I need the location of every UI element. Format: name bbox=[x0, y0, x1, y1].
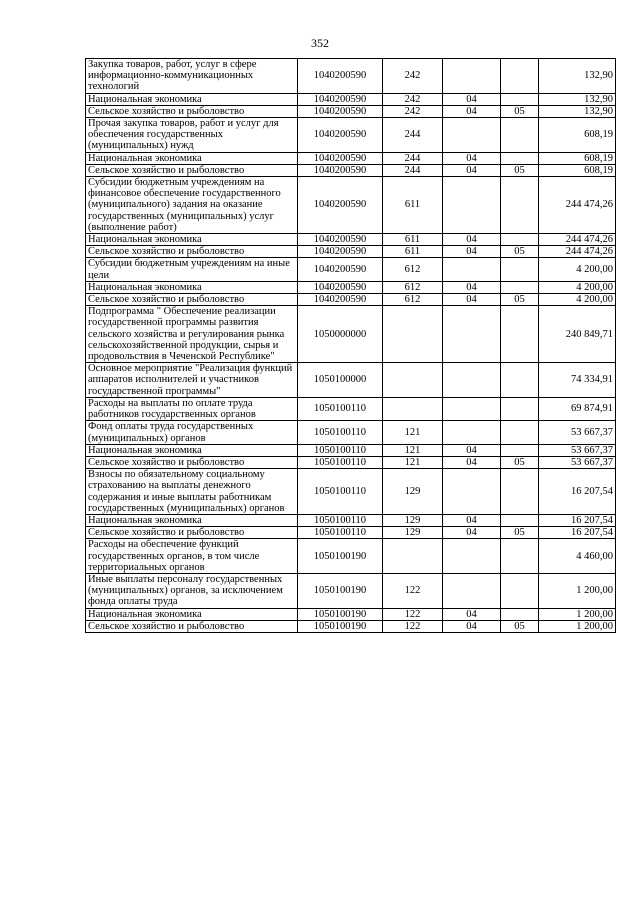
table-row bbox=[86, 539, 616, 574]
row-section bbox=[443, 397, 501, 420]
row-section: 04 bbox=[443, 620, 501, 632]
row-section: 04 bbox=[443, 608, 501, 620]
row-target-code: 1040200590 bbox=[298, 93, 383, 105]
table-row bbox=[86, 306, 616, 363]
table-row bbox=[86, 397, 616, 420]
row-section: 04 bbox=[443, 152, 501, 164]
row-target-code: 1040200590 bbox=[298, 294, 383, 306]
row-name: Национальная экономика bbox=[86, 234, 298, 246]
row-name: Сельское хозяйство и рыболовство bbox=[86, 456, 298, 468]
table-row bbox=[86, 444, 616, 456]
row-target-code: 1050100190 bbox=[298, 608, 383, 620]
row-subsection bbox=[501, 514, 539, 526]
row-subsection bbox=[501, 93, 539, 105]
row-expense-type: 121 bbox=[383, 456, 443, 468]
row-amount: 4 200,00 bbox=[539, 258, 616, 281]
row-section bbox=[443, 118, 501, 153]
row-expense-type: 122 bbox=[383, 573, 443, 608]
budget-table-body bbox=[86, 59, 616, 633]
row-section: 04 bbox=[443, 456, 501, 468]
table-row bbox=[86, 608, 616, 620]
table-row bbox=[86, 281, 616, 293]
row-name: Закупка товаров, работ, услуг в сфере информационно-коммуникационных технологий bbox=[86, 59, 298, 94]
row-amount: 53 667,37 bbox=[539, 456, 616, 468]
row-expense-type bbox=[383, 397, 443, 420]
row-expense-type: 242 bbox=[383, 105, 443, 117]
row-section bbox=[443, 177, 501, 234]
row-section: 04 bbox=[443, 294, 501, 306]
row-name: Расходы на выплаты по оплате труда работников государственных органов bbox=[86, 397, 298, 420]
row-expense-type: 242 bbox=[383, 59, 443, 94]
row-expense-type: 244 bbox=[383, 152, 443, 164]
row-name: Иные выплаты персоналу государственных (муниципальных) органов, за исключением фонда оплаты труда bbox=[86, 573, 298, 608]
table-row bbox=[86, 93, 616, 105]
row-subsection bbox=[501, 397, 539, 420]
row-name: Основное мероприятие "Реализация функций аппаратов исполнителей и участников государственной программы" bbox=[86, 363, 298, 398]
row-subsection bbox=[501, 573, 539, 608]
row-section: 04 bbox=[443, 444, 501, 456]
row-expense-type: 129 bbox=[383, 514, 443, 526]
row-target-code: 1050100110 bbox=[298, 514, 383, 526]
table-row bbox=[86, 620, 616, 632]
row-amount: 16 207,54 bbox=[539, 514, 616, 526]
row-name: Национальная экономика bbox=[86, 281, 298, 293]
row-name: Прочая закупка товаров, работ и услуг для обеспечения государственных (муниципальных) нужд bbox=[86, 118, 298, 153]
row-target-code: 1040200590 bbox=[298, 59, 383, 94]
row-expense-type: 121 bbox=[383, 421, 443, 444]
row-name: Расходы на обеспечение функций государственных органов, в том числе территориальных органов bbox=[86, 539, 298, 574]
row-target-code: 1040200590 bbox=[298, 177, 383, 234]
row-expense-type: 612 bbox=[383, 258, 443, 281]
row-amount: 240 849,71 bbox=[539, 306, 616, 363]
row-amount: 244 474,26 bbox=[539, 177, 616, 234]
row-expense-type: 121 bbox=[383, 444, 443, 456]
row-section: 04 bbox=[443, 246, 501, 258]
row-target-code: 1040200590 bbox=[298, 152, 383, 164]
row-expense-type: 611 bbox=[383, 177, 443, 234]
row-target-code: 1050100110 bbox=[298, 527, 383, 539]
row-amount: 4 200,00 bbox=[539, 281, 616, 293]
row-target-code: 1050100190 bbox=[298, 573, 383, 608]
table-row bbox=[86, 118, 616, 153]
row-name: Национальная экономика bbox=[86, 152, 298, 164]
row-subsection bbox=[501, 152, 539, 164]
page-number: 352 bbox=[311, 36, 329, 50]
row-section: 04 bbox=[443, 281, 501, 293]
row-subsection: 05 bbox=[501, 164, 539, 176]
row-expense-type: 612 bbox=[383, 281, 443, 293]
table-row bbox=[86, 59, 616, 94]
row-subsection: 05 bbox=[501, 620, 539, 632]
row-name: Сельское хозяйство и рыболовство bbox=[86, 620, 298, 632]
row-target-code: 1040200590 bbox=[298, 281, 383, 293]
table-row bbox=[86, 469, 616, 515]
row-amount: 132,90 bbox=[539, 93, 616, 105]
budget-table bbox=[85, 58, 616, 633]
table-row bbox=[86, 246, 616, 258]
table-row bbox=[86, 152, 616, 164]
table-row bbox=[86, 234, 616, 246]
row-name: Национальная экономика bbox=[86, 608, 298, 620]
row-target-code: 1050100110 bbox=[298, 397, 383, 420]
row-name: Сельское хозяйство и рыболовство bbox=[86, 105, 298, 117]
row-name: Сельское хозяйство и рыболовство bbox=[86, 164, 298, 176]
row-amount: 1 200,00 bbox=[539, 620, 616, 632]
row-subsection bbox=[501, 59, 539, 94]
row-amount: 16 207,54 bbox=[539, 527, 616, 539]
row-name: Субсидии бюджетным учреждениям на финансовое обеспечение государственного (муниципального) задания на оказание государственных (муниципальных) услуг (выполнение работ) bbox=[86, 177, 298, 234]
row-section bbox=[443, 421, 501, 444]
row-section bbox=[443, 306, 501, 363]
row-amount: 244 474,26 bbox=[539, 246, 616, 258]
row-name: Национальная экономика bbox=[86, 93, 298, 105]
table-row bbox=[86, 294, 616, 306]
row-subsection bbox=[501, 539, 539, 574]
row-section: 04 bbox=[443, 93, 501, 105]
row-section: 04 bbox=[443, 514, 501, 526]
table-row bbox=[86, 514, 616, 526]
row-section bbox=[443, 363, 501, 398]
row-amount: 132,90 bbox=[539, 59, 616, 94]
row-amount: 244 474,26 bbox=[539, 234, 616, 246]
row-subsection: 05 bbox=[501, 105, 539, 117]
row-amount: 1 200,00 bbox=[539, 573, 616, 608]
row-target-code: 1050100190 bbox=[298, 620, 383, 632]
row-section bbox=[443, 469, 501, 515]
table-row bbox=[86, 105, 616, 117]
row-subsection bbox=[501, 281, 539, 293]
row-expense-type: 129 bbox=[383, 527, 443, 539]
row-subsection bbox=[501, 608, 539, 620]
row-subsection bbox=[501, 306, 539, 363]
row-expense-type: 242 bbox=[383, 93, 443, 105]
row-name: Сельское хозяйство и рыболовство bbox=[86, 294, 298, 306]
row-subsection bbox=[501, 118, 539, 153]
table-row bbox=[86, 363, 616, 398]
table-row bbox=[86, 164, 616, 176]
row-subsection bbox=[501, 444, 539, 456]
row-amount: 4 200,00 bbox=[539, 294, 616, 306]
row-name: Сельское хозяйство и рыболовство bbox=[86, 527, 298, 539]
row-subsection: 05 bbox=[501, 294, 539, 306]
row-amount: 53 667,37 bbox=[539, 444, 616, 456]
row-subsection: 05 bbox=[501, 527, 539, 539]
row-target-code: 1040200590 bbox=[298, 118, 383, 153]
row-section bbox=[443, 573, 501, 608]
row-subsection bbox=[501, 469, 539, 515]
row-expense-type: 244 bbox=[383, 118, 443, 153]
row-amount: 608,19 bbox=[539, 118, 616, 153]
table-row bbox=[86, 258, 616, 281]
row-subsection bbox=[501, 234, 539, 246]
row-target-code: 1050100000 bbox=[298, 363, 383, 398]
row-amount: 53 667,37 bbox=[539, 421, 616, 444]
row-name: Сельское хозяйство и рыболовство bbox=[86, 246, 298, 258]
row-expense-type bbox=[383, 539, 443, 574]
row-expense-type: 611 bbox=[383, 234, 443, 246]
row-target-code: 1050100110 bbox=[298, 421, 383, 444]
table-row bbox=[86, 177, 616, 234]
row-section: 04 bbox=[443, 234, 501, 246]
row-section bbox=[443, 59, 501, 94]
row-amount: 608,19 bbox=[539, 164, 616, 176]
row-target-code: 1040200590 bbox=[298, 105, 383, 117]
row-target-code: 1050100110 bbox=[298, 444, 383, 456]
row-expense-type bbox=[383, 306, 443, 363]
row-target-code: 1040200590 bbox=[298, 258, 383, 281]
row-target-code: 1040200590 bbox=[298, 246, 383, 258]
row-section bbox=[443, 539, 501, 574]
row-target-code: 1040200590 bbox=[298, 164, 383, 176]
row-subsection: 05 bbox=[501, 246, 539, 258]
row-section: 04 bbox=[443, 527, 501, 539]
row-target-code: 1050000000 bbox=[298, 306, 383, 363]
row-expense-type: 612 bbox=[383, 294, 443, 306]
row-name: Национальная экономика bbox=[86, 444, 298, 456]
row-expense-type: 244 bbox=[383, 164, 443, 176]
row-name: Подпрограмма " Обеспечение реализации государственной программы развития сельского хозяйства и регулирования рынка сельскохозяйственной продукции, сырья и продовольствия в Чеченской Республике" bbox=[86, 306, 298, 363]
table-row bbox=[86, 573, 616, 608]
row-subsection bbox=[501, 421, 539, 444]
row-name: Национальная экономика bbox=[86, 514, 298, 526]
table-row bbox=[86, 527, 616, 539]
row-subsection: 05 bbox=[501, 456, 539, 468]
table-row bbox=[86, 421, 616, 444]
row-name: Субсидии бюджетным учреждениям на иные цели bbox=[86, 258, 298, 281]
row-subsection bbox=[501, 363, 539, 398]
row-target-code: 1040200590 bbox=[298, 234, 383, 246]
row-expense-type: 611 bbox=[383, 246, 443, 258]
row-expense-type: 122 bbox=[383, 608, 443, 620]
row-amount: 132,90 bbox=[539, 105, 616, 117]
row-subsection bbox=[501, 258, 539, 281]
row-target-code: 1050100110 bbox=[298, 456, 383, 468]
row-amount: 74 334,91 bbox=[539, 363, 616, 398]
row-section bbox=[443, 258, 501, 281]
row-amount: 1 200,00 bbox=[539, 608, 616, 620]
table-row bbox=[86, 456, 616, 468]
row-expense-type: 129 bbox=[383, 469, 443, 515]
row-amount: 16 207,54 bbox=[539, 469, 616, 515]
row-name: Фонд оплаты труда государственных (муниципальных) органов bbox=[86, 421, 298, 444]
row-target-code: 1050100110 bbox=[298, 469, 383, 515]
row-target-code: 1050100190 bbox=[298, 539, 383, 574]
row-expense-type bbox=[383, 363, 443, 398]
row-name: Взносы по обязательному социальному страхованию на выплаты денежного содержания и иные выплаты работникам государственных (муниципальных) органов bbox=[86, 469, 298, 515]
row-section: 04 bbox=[443, 164, 501, 176]
row-subsection bbox=[501, 177, 539, 234]
row-amount: 4 460,00 bbox=[539, 539, 616, 574]
row-section: 04 bbox=[443, 105, 501, 117]
row-amount: 608,19 bbox=[539, 152, 616, 164]
row-expense-type: 122 bbox=[383, 620, 443, 632]
row-amount: 69 874,91 bbox=[539, 397, 616, 420]
